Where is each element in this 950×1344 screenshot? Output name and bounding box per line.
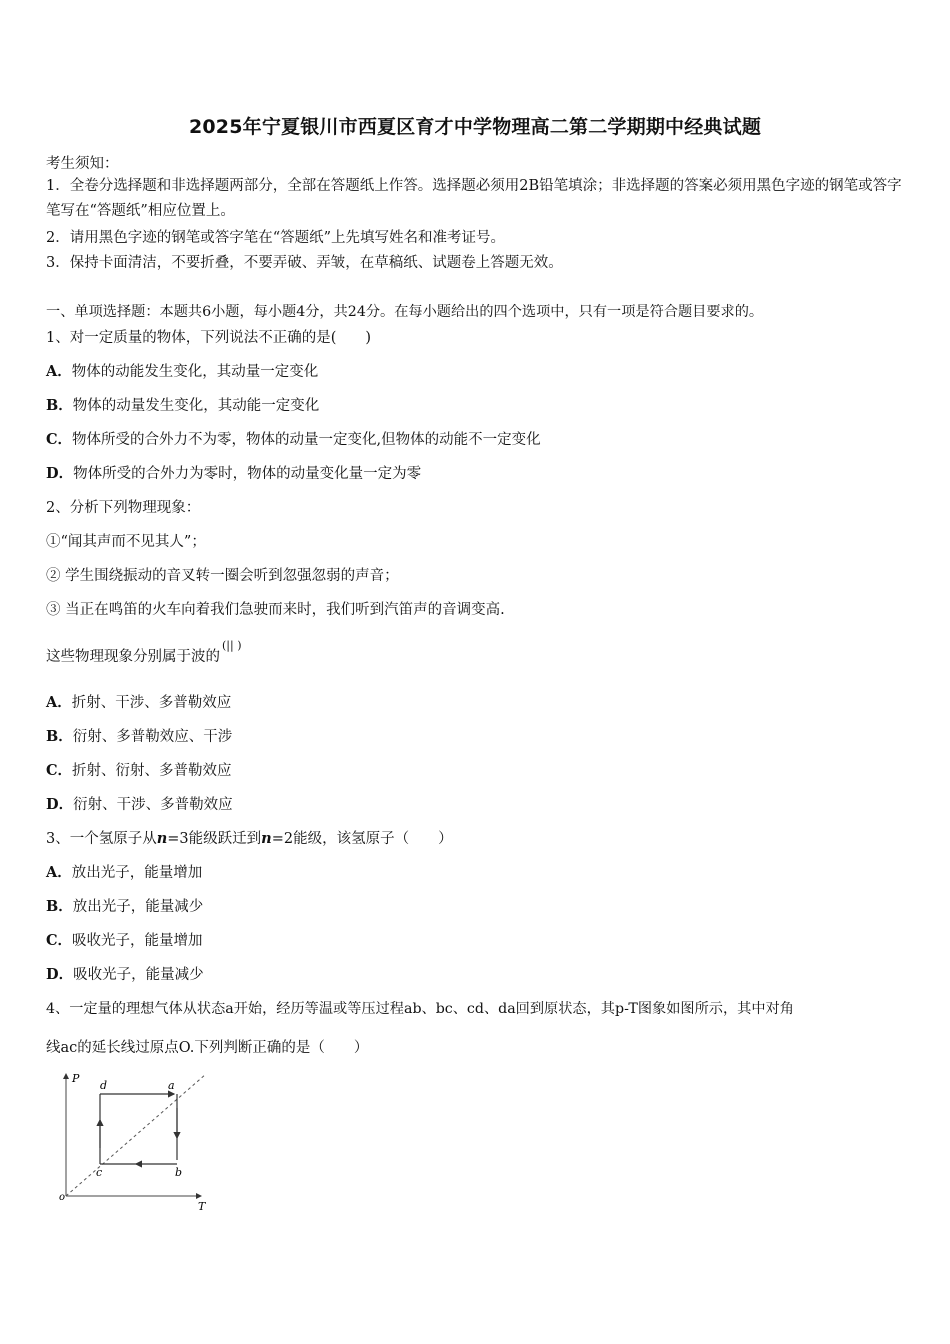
option-letter: B． xyxy=(46,397,73,414)
page-title: 2025年宁夏银川市西夏区育才中学物理高二第二学期期中经典试题 xyxy=(188,116,762,138)
q1-option-d xyxy=(46,462,421,483)
q4-line-1: 4、一定量的理想气体从状态a开始，经历等温或等压过程ab、bc、cd、da回到原状态，其p-T图象如图所示，其中对角 xyxy=(46,1001,794,1017)
q3-option-a xyxy=(46,861,202,882)
option-text: 放出光子，能量减少 xyxy=(72,899,204,915)
option-text: 衍射、干涉、多普勒效应 xyxy=(73,797,233,813)
q3-stem-b: =3能级跃迁到 xyxy=(167,831,262,847)
option-text: 物体的动量发生变化，其动能一定变化 xyxy=(72,398,320,414)
q3-n2: n xyxy=(261,830,272,847)
notice-heading: 考生须知： xyxy=(46,156,119,172)
q3-stem xyxy=(46,827,453,848)
option-text: 吸收光子，能量减少 xyxy=(73,967,204,983)
option-text: 放出光子，能量增加 xyxy=(71,865,203,881)
p-t-diagram xyxy=(56,1068,216,1212)
option-text: 衍射、多普勒效应、干涉 xyxy=(72,729,233,745)
option-letter: C． xyxy=(46,762,73,779)
q1-stem: 1、对一定质量的物体，下列说法不正确的是( ) xyxy=(46,330,372,346)
option-text: 折射、干涉、多普勒效应 xyxy=(71,695,232,711)
option-letter: A． xyxy=(46,694,72,711)
q2-paren: (|| ) xyxy=(222,639,242,652)
q3-stem-c: =2能级，该氢原子（ ） xyxy=(271,831,453,847)
q3-option-d xyxy=(46,963,204,984)
option-text: 吸收光子，能量增加 xyxy=(72,933,203,949)
option-text: 折射、衍射、多普勒效应 xyxy=(72,763,232,779)
option-letter: C． xyxy=(46,431,73,448)
q1-option-b xyxy=(46,394,319,415)
t-axis-label: T xyxy=(198,1200,206,1212)
q2-stem: 2、分析下列物理现象： xyxy=(46,500,201,516)
diagonal-dashed-line xyxy=(66,1074,206,1196)
q2-option-a xyxy=(46,691,231,712)
q2-phenomenon-3: ③ 当正在鸣笛的火车向着我们急驶而来时，我们听到汽笛声的音调变高. xyxy=(46,602,505,618)
point-c-label: c xyxy=(96,1166,103,1179)
origin-label: o xyxy=(59,1192,66,1203)
notice-item-1: 1．全卷分选择题和非选择题两部分，全部在答题纸上作答。选择题必须用2B铅笔填涂；非选择题的答案必须用黑色字迹的钢笔或答字笔写在“答题纸”相应位置上。 xyxy=(46,178,902,219)
option-letter: A． xyxy=(46,363,72,380)
option-letter: D． xyxy=(46,966,74,983)
point-a-label: a xyxy=(168,1079,175,1092)
point-d-label: d xyxy=(100,1079,108,1092)
notice-item-3: 3．保持卡面清洁，不要折叠，不要弄破、弄皱，在草稿纸、试题卷上答题无效。 xyxy=(46,255,563,271)
q1-option-c xyxy=(46,428,541,449)
option-letter: D． xyxy=(46,796,74,813)
q3-option-b xyxy=(46,895,203,916)
q4-line-2: 线ac的延长线过原点O.下列判断正确的是（ ） xyxy=(46,1040,369,1056)
option-text: 物体的动能发生变化，其动量一定变化 xyxy=(71,364,319,380)
notice-item-2: 2．请用黑色字迹的钢笔或答字笔在“答题纸”上先填写姓名和准考证号。 xyxy=(46,230,506,246)
p-axis-label: P xyxy=(72,1072,80,1085)
q3-stem-a: 3、一个氢原子从 xyxy=(46,831,157,847)
option-letter: A． xyxy=(46,864,72,881)
point-b-label: b xyxy=(175,1166,183,1179)
option-letter: B． xyxy=(46,728,73,745)
option-text: 物体所受的合外力为零时，物体的动量变化量一定为零 xyxy=(73,466,422,482)
q2-option-c xyxy=(46,759,232,780)
section-heading: 一、单项选择题：本题共6小题，每小题4分，共24分。在每小题给出的四个选项中，只有一项是符合题目要求的。 xyxy=(46,304,764,320)
q1-option-a xyxy=(46,360,318,381)
q2-phenomenon-1: ①“闻其声而不见其人”； xyxy=(46,534,206,550)
option-letter: D． xyxy=(46,465,74,482)
option-letter: C． xyxy=(46,932,73,949)
q2-ask-text: 这些物理现象分别属于波的 xyxy=(46,649,220,665)
q2-ask xyxy=(46,639,242,666)
option-letter: B． xyxy=(46,898,73,915)
q2-phenomenon-2: ② 学生围绕振动的音叉转一圈会听到忽强忽弱的声音； xyxy=(46,568,399,584)
q3-option-c xyxy=(46,929,203,950)
option-text: 物体所受的合外力不为零，物体的动量一定变化,但物体的动能不一定变化 xyxy=(72,432,541,448)
q3-n1: n xyxy=(156,830,168,847)
q2-option-d xyxy=(46,793,233,814)
q2-option-b xyxy=(46,725,232,746)
